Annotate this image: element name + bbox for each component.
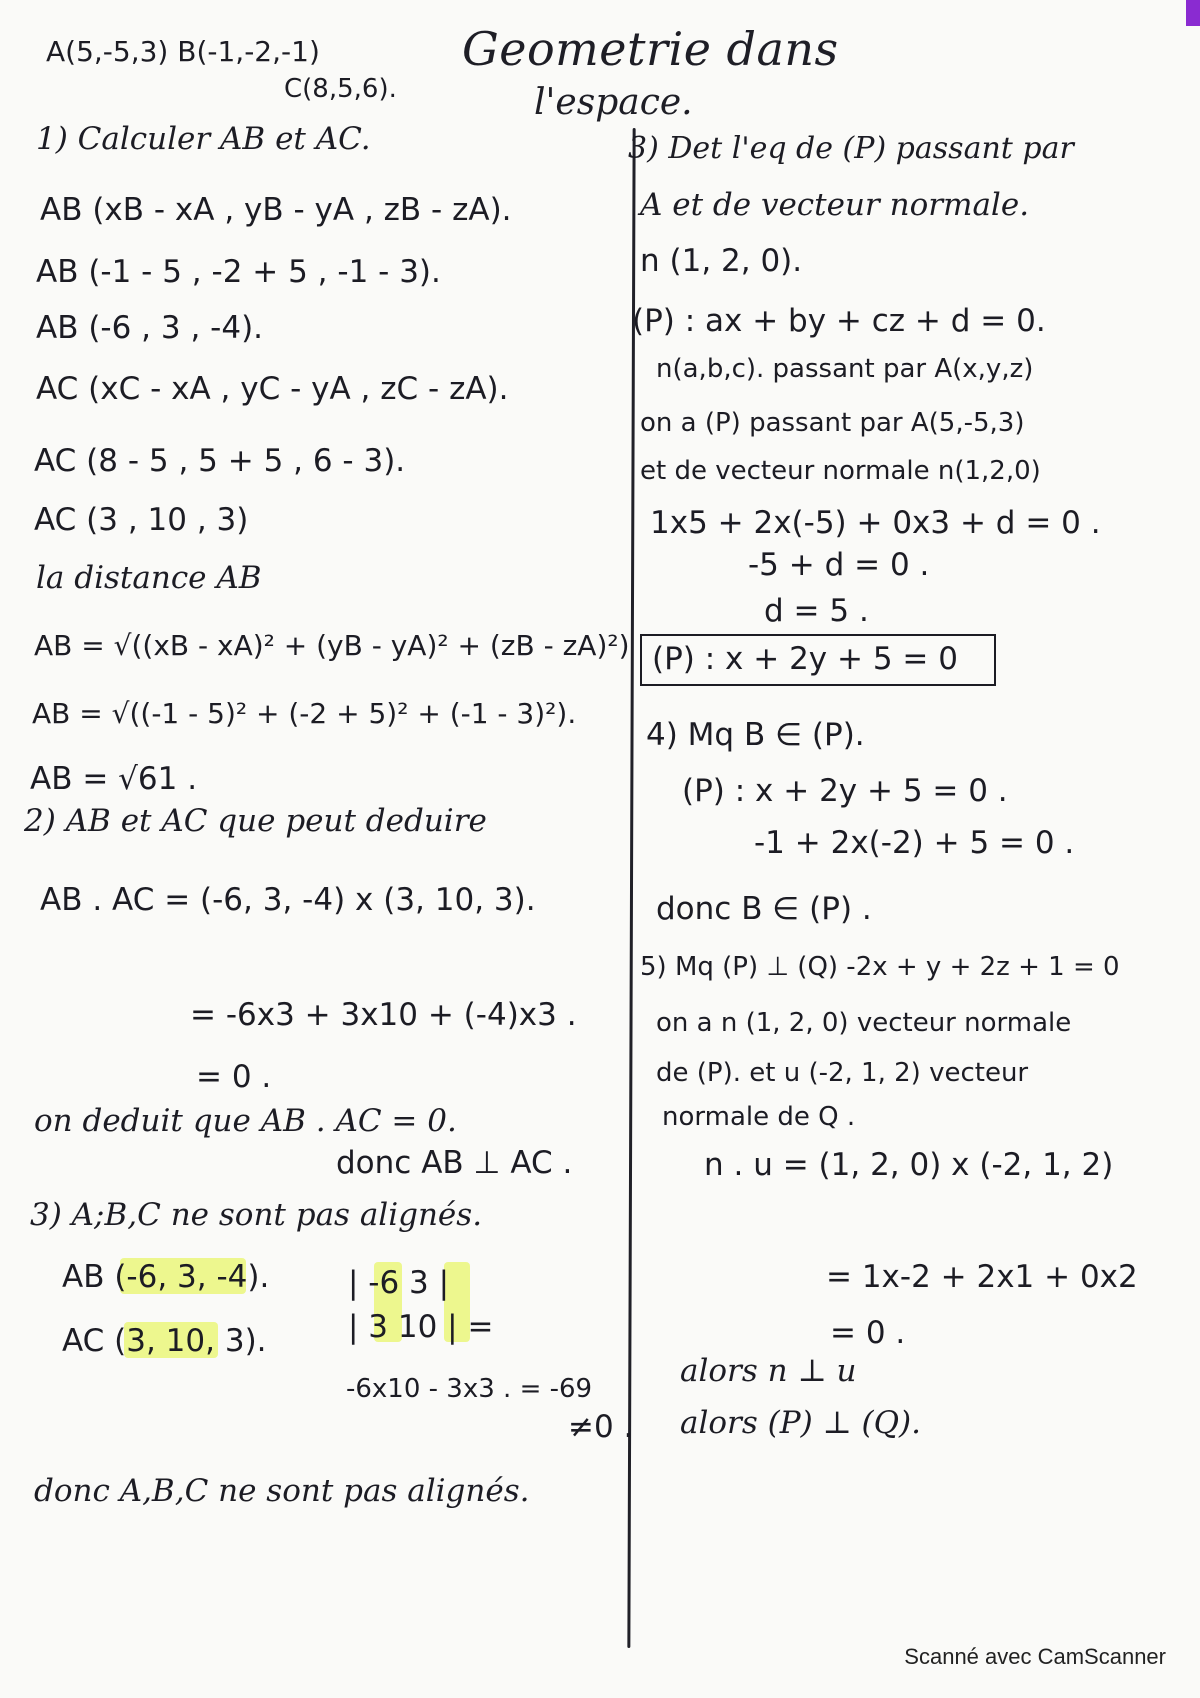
points-line-2: C(8,5,6). [284, 74, 397, 104]
right-line: alors (P) ⊥ (Q). [680, 1405, 922, 1441]
right-line: 5) Mq (P) ⊥ (Q) -2x + y + 2z + 1 = 0 [640, 952, 1120, 982]
left-line: AB (-6 , 3 , -4). [36, 310, 264, 346]
left-line: AC (3, 10, 3). [62, 1323, 267, 1359]
left-line: 1) Calculer AB et AC. [36, 121, 371, 157]
right-line: on a n (1, 2, 0) vecteur normale [656, 1008, 1072, 1038]
left-line: AB (xB - xA , yB - yA , zB - zA). [40, 192, 512, 228]
page-subtitle: l'espace. [534, 82, 693, 123]
left-line: AC (xC - xA , yC - yA , zC - zA). [36, 371, 509, 407]
left-line: = 0 . [196, 1059, 272, 1095]
left-line: AB . AC = (-6, 3, -4) x (3, 10, 3). [40, 882, 536, 918]
right-line: 3) Det l'eq de (P) passant par [628, 131, 1074, 166]
left-line: AC (3 , 10 , 3) [34, 502, 249, 538]
right-line: 4) Mq B ∈ (P). [646, 717, 865, 753]
right-line: n . u = (1, 2, 0) x (-2, 1, 2) [704, 1147, 1114, 1183]
right-line: normale de Q . [662, 1102, 856, 1132]
left-line: donc AB ⊥ AC . [336, 1145, 573, 1181]
right-line: de (P). et u (-2, 1, 2) vecteur [656, 1058, 1029, 1088]
right-line: = 1x-2 + 2x1 + 0x2 [826, 1259, 1138, 1295]
left-line: 2) AB et AC que peut deduire [24, 803, 487, 839]
right-line: on a (P) passant par A(5,-5,3) [640, 408, 1025, 438]
right-line: A et de vecteur normale. [640, 187, 1030, 223]
right-line: 1x5 + 2x(-5) + 0x3 + d = 0 . [650, 505, 1101, 541]
right-line: alors n ⊥ u [680, 1353, 857, 1389]
right-line: (P) : x + 2y + 5 = 0 . [682, 773, 1008, 809]
right-line: = 0 . [830, 1315, 906, 1351]
right-line: (P) : ax + by + cz + d = 0. [632, 303, 1046, 339]
left-line: la distance AB [36, 560, 262, 596]
right-line: et de vecteur normale n(1,2,0) [640, 456, 1041, 486]
plane-equation-box [640, 634, 996, 686]
scanner-footer: Scanné avec CamScanner [904, 1644, 1166, 1669]
left-line: 3) A;B,C ne sont pas alignés. [30, 1197, 483, 1233]
left-line: AB = √((xB - xA)² + (yB - yA)² + (zB - zA)²) [34, 629, 630, 662]
left-line: | -6 3 | [348, 1265, 450, 1301]
right-line: -5 + d = 0 . [748, 547, 930, 583]
left-line: ≠0 . [568, 1409, 634, 1445]
right-line: n(a,b,c). passant par A(x,y,z) [656, 354, 1034, 384]
left-line: | 3 10 | = [348, 1309, 494, 1345]
points-line-1: A(5,-5,3) B(-1,-2,-1) [46, 35, 320, 68]
left-line: AC (8 - 5 , 5 + 5 , 6 - 3). [34, 443, 406, 479]
left-line: on deduit que AB . AC = 0. [34, 1103, 457, 1139]
right-line: donc B ∈ (P) . [656, 891, 872, 927]
left-line: -6x10 - 3x3 . = -69 [346, 1374, 593, 1404]
right-line: d = 5 . [764, 593, 869, 629]
page-title: Geometrie dans [462, 22, 839, 76]
left-line: AB = √61 . [30, 761, 198, 797]
corner-tab [1186, 0, 1200, 26]
left-line: AB = √((-1 - 5)² + (-2 + 5)² + (-1 - 3)²). [32, 697, 577, 730]
right-line: -1 + 2x(-2) + 5 = 0 . [754, 825, 1075, 861]
left-line: = -6x3 + 3x10 + (-4)x3 . [190, 997, 577, 1033]
left-line: AB (-6, 3, -4). [62, 1259, 270, 1295]
plane-equation: (P) : x + 2y + 5 = 0 [652, 641, 958, 677]
right-line: n (1, 2, 0). [640, 243, 803, 279]
left-line: donc A,B,C ne sont pas alignés. [34, 1473, 530, 1509]
left-line: AB (-1 - 5 , -2 + 5 , -1 - 3). [36, 254, 441, 290]
